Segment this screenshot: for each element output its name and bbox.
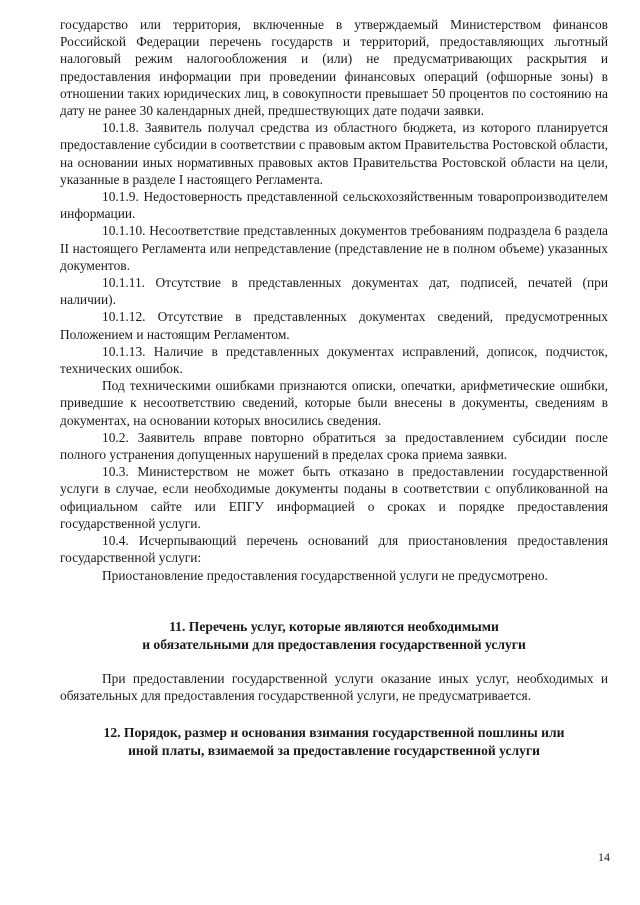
paragraph-offshore-continuation: государство или территория, включенные в утверждаемый Министерством финансов Российской Федерации перечень государств и территорий, предоставляющих льготный налоговый режим налогообложения и (или) не предусматривающих раскрытия и предоставления информации при проведении финансовых операций (офшорные зоны) в отношении таких юридических лиц, в совокупности превышает 50 процентов по состоянию на дату не ранее 30 календарных дней, предшествующих дате подачи заявки. xyxy=(60,17,608,119)
paragraph-10-1-9: 10.1.9. Недостоверность представленной сельскохозяйственным товаропроизводителем информации. xyxy=(60,189,608,222)
paragraph-10-1-13: 10.1.13. Наличие в представленных документах исправлений, дописок, подчисток, технических ошибок. xyxy=(60,343,608,377)
section-11-heading xyxy=(60,618,608,654)
section-spacer xyxy=(60,704,608,724)
paragraph-10-1-8: 10.1.8. Заявитель получал средства из областного бюджета, из которого планируется предоставление субсидии в соответствии с правовым актом Правительства Ростовской области, на основании иных нормативных правовых актов Правительства Ростовской области на цели, указанные в разделе I настоящего Регламента. xyxy=(60,120,608,187)
document-page xyxy=(60,16,608,760)
section-11-body: При предоставлении государственной услуги оказание иных услуг, необходимых и обязательных для предоставления государственной услуги, не предусматривается. xyxy=(60,670,608,703)
section-11-heading-line1: 11. Перечень услуг, которые являются необходимыми xyxy=(169,618,499,634)
paragraph-10-1-10: 10.1.10. Несоответствие представленных документов требованиям подраздела 6 раздела II настоящего Регламента или непредставление (представление не в полном объеме) указанных документов. xyxy=(60,223,608,273)
paragraph-10-3: 10.3. Министерством не может быть отказано в предоставлении государственной услуги в случае, если необходимые документы поданы в соответствии с опубликованной на официальном сайте или ЕПГУ информацией о сроках и порядке предоставления государственной услуги. xyxy=(60,464,608,531)
section-spacer xyxy=(60,584,608,618)
page-number: 14 xyxy=(598,850,610,864)
paragraph-10-1-12: 10.1.12. Отсутствие в представленных документах сведений, предусмотренных Положением и настоящим Регламентом. xyxy=(60,309,608,342)
paragraph-10-1-11: 10.1.11. Отсутствие в представленных документах дат, подписей, печатей (при наличии). xyxy=(60,275,608,308)
paragraph-10-2: 10.2. Заявитель вправе повторно обратиться за предоставлением субсидии после полного устранения допущенных нарушений в пределах срока приема заявки. xyxy=(60,429,608,463)
paragraph-suspension-not-provided: Приостановление предоставления государственной услуги не предусмотрено. xyxy=(102,567,548,583)
section-12-heading-line2: иной платы, взимаемой за предоставление государственной услуги xyxy=(128,743,540,759)
section-11-heading-line2: и обязательными для предоставления государственной услуги xyxy=(142,636,526,652)
section-12-heading-line1: 12. Порядок, размер и основания взимания государственной пошлины или xyxy=(103,725,565,741)
paragraph-technical-errors: Под техническими ошибками признаются описки, опечатки, арифметические ошибки, приведшие к несоответствию сведений, которые были внесены в документы, сведениям в документах, на основании которых вносились сведения. xyxy=(60,378,608,428)
section-12-heading xyxy=(60,724,608,760)
section-spacer xyxy=(60,654,608,670)
paragraph-10-4: 10.4. Исчерпывающий перечень оснований для приостановления предоставления государственной услуги: xyxy=(60,533,608,566)
